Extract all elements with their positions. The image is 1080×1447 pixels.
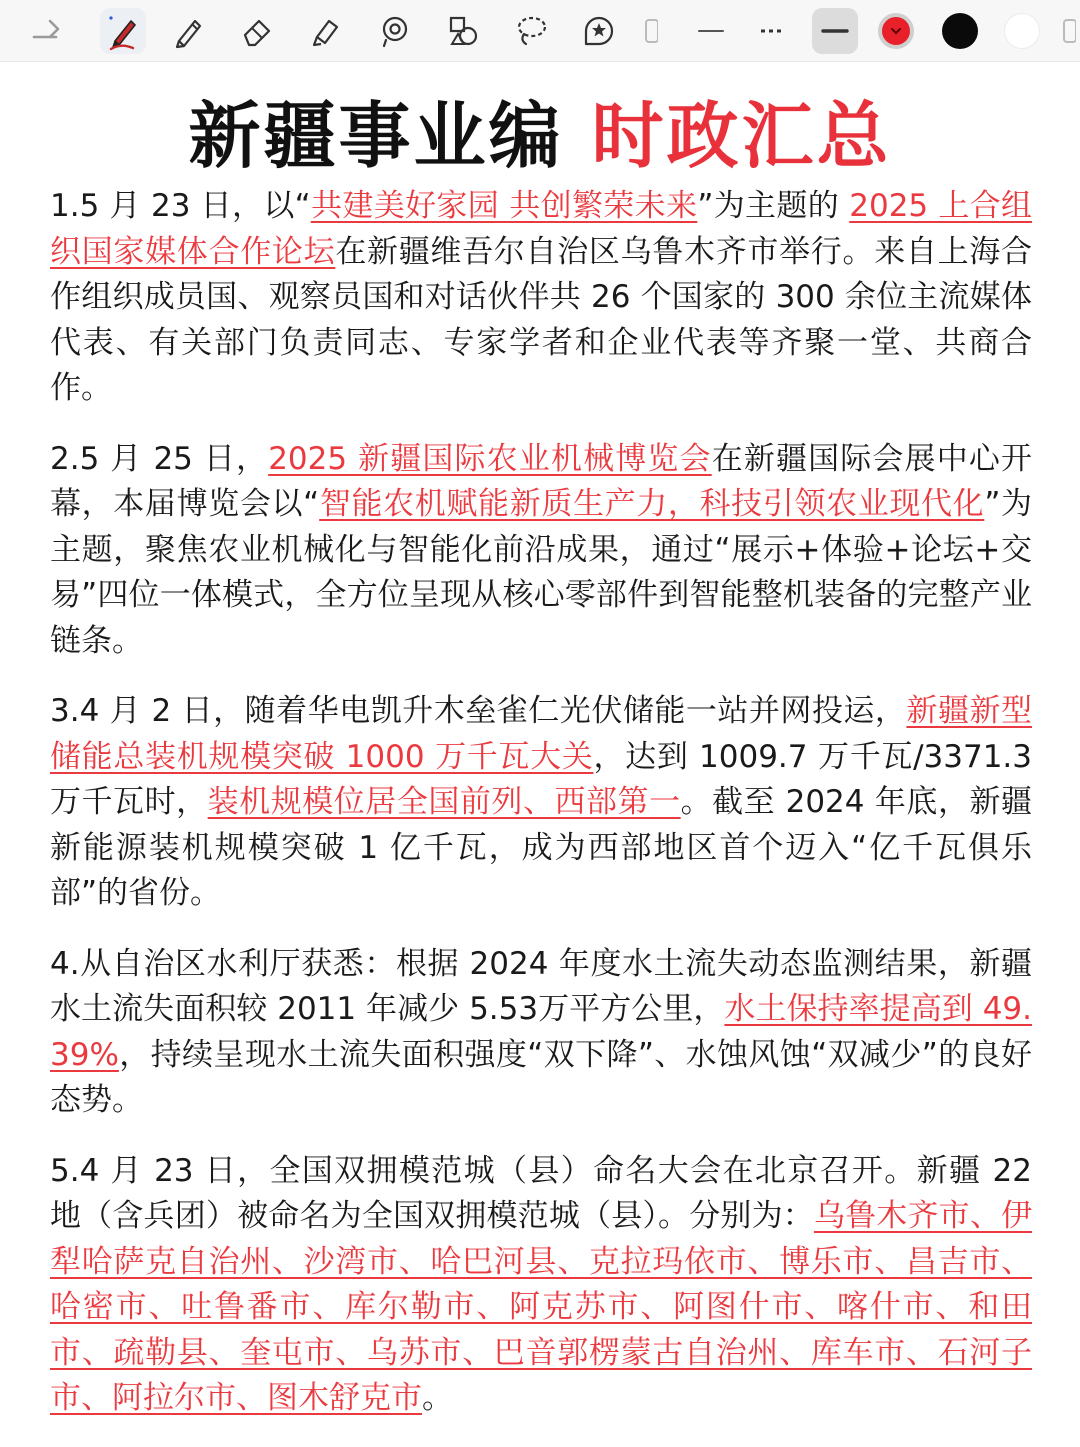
item-text: 在新疆维吾尔自治区乌鲁木齐市举行。来自上海合作组织成员国、观察员国和对话伙伴共 26 个国家的 300 余位主流媒体代表、有关部门负责同志、专家学者和企业代表等齐聚一堂、共商合作。 [50, 233, 1033, 406]
chevron-down-icon [882, 17, 910, 45]
news-item [50, 942, 1032, 1124]
news-item [50, 184, 1032, 412]
shapes-icon[interactable] [440, 8, 486, 54]
title-red-part: 时政汇总 [591, 94, 892, 178]
thin-line-icon[interactable] [688, 8, 734, 54]
lasso-icon[interactable] [372, 8, 418, 54]
highlighted-text: 共建美好家园 共创繁荣未来 [310, 188, 698, 224]
news-list [50, 184, 1032, 1447]
highlighted-text: 水土保持率提高到 49.39% [50, 991, 1032, 1073]
news-item [50, 437, 1032, 665]
highlighted-text: 2025 上合组织国家媒体合作论坛 [50, 188, 1033, 270]
sticker-icon[interactable] [576, 8, 622, 54]
news-item [50, 1149, 1032, 1422]
more-tools-icon[interactable] [640, 8, 662, 54]
item-text: ，持续呈现水土流失面积强度“双下降”、水蚀风蚀“双减少”的良好态势。 [50, 1036, 1032, 1118]
document-page [0, 62, 1080, 1443]
item-text: 。 [422, 1380, 453, 1416]
white-color-swatch[interactable] [1004, 13, 1040, 49]
news-item [50, 689, 1032, 917]
toolbar-overflow-icon[interactable] [1058, 8, 1080, 54]
highlighted-text: 乌鲁木齐市、伊犁哈萨克自治州、沙湾市、哈巴河县、克拉玛依市、博乐市、昌吉市、哈密市、吐鲁番市、库尔勒市、阿克苏市、阿图什市、喀什市、和田市、疏勒县、奎屯市、乌苏市、巴音郭楞蒙古自治州、库车市、石河子市、阿拉尔市、图木舒克市 [50, 1198, 1033, 1416]
highlighted-text: 2025 新疆国际农业机械博览会 [268, 440, 712, 477]
black-color-swatch[interactable] [942, 13, 978, 49]
highlighted-text: 新疆新型储能总装机规模突破 1000 万千瓦大关 [50, 693, 1032, 775]
item-text: ，达到 1009.7 万千瓦/3371.3 万千瓦时， [50, 738, 1032, 820]
red-color-swatch[interactable] [878, 13, 914, 49]
item-text: 。截至 2024 年底，新疆新能源装机规模突破 1 亿千瓦，成为西部地区首个迈入“亿千瓦俱乐部”的省份。 [50, 784, 1033, 911]
highlighted-text: 装机规模位居全国前列、西部第一 [207, 784, 681, 820]
title-black-part: 新疆事业编 [188, 94, 564, 178]
item-text: 2.5 月 25 日， [50, 440, 269, 477]
thick-line-icon[interactable] [812, 8, 858, 54]
lasso-select-icon[interactable] [508, 8, 554, 54]
redo-icon[interactable] [24, 8, 70, 54]
item-text: ”为主题，聚焦农业机械化与智能化前沿成果，通过“展示+体验+论坛+交易”四位一体模式，全方位呈现从核心零部件到智能整机装备的完整产业链条。 [50, 486, 1033, 659]
eraser-icon[interactable] [234, 8, 280, 54]
dotted-line-icon[interactable] [750, 8, 796, 54]
item-text: 4.从自治区水利厅获悉：根据 2024 年度水土流失动态监测结果，新疆水土流失面积较 2011 年减少 5.53万平方公里， [50, 945, 1032, 1027]
page-title [0, 92, 1080, 180]
drawing-toolbar [0, 0, 1080, 62]
item-text: 5.4 月 23 日，全国双拥模范城（县）命名大会在北京召开。新疆 22 地（含兵团）被命名为全国双拥模范城（县）。分别为： [50, 1152, 1032, 1234]
item-text: 3.4 月 2 日，随着华电凯升木垒雀仁光伏储能一站并网投运， [50, 693, 907, 729]
item-text: 在新疆国际会展中心开幕，本届博览会以“ [50, 440, 1032, 522]
highlighter-icon[interactable] [302, 8, 348, 54]
item-text: 1.5 月 23 日，以“ [50, 188, 311, 224]
item-text: ”为主题的 [697, 188, 850, 224]
pencil-icon[interactable] [166, 8, 212, 54]
highlighted-text: 智能农机赋能新质生产力，科技引领农业现代化 [319, 486, 985, 522]
pen-icon[interactable] [100, 8, 146, 54]
